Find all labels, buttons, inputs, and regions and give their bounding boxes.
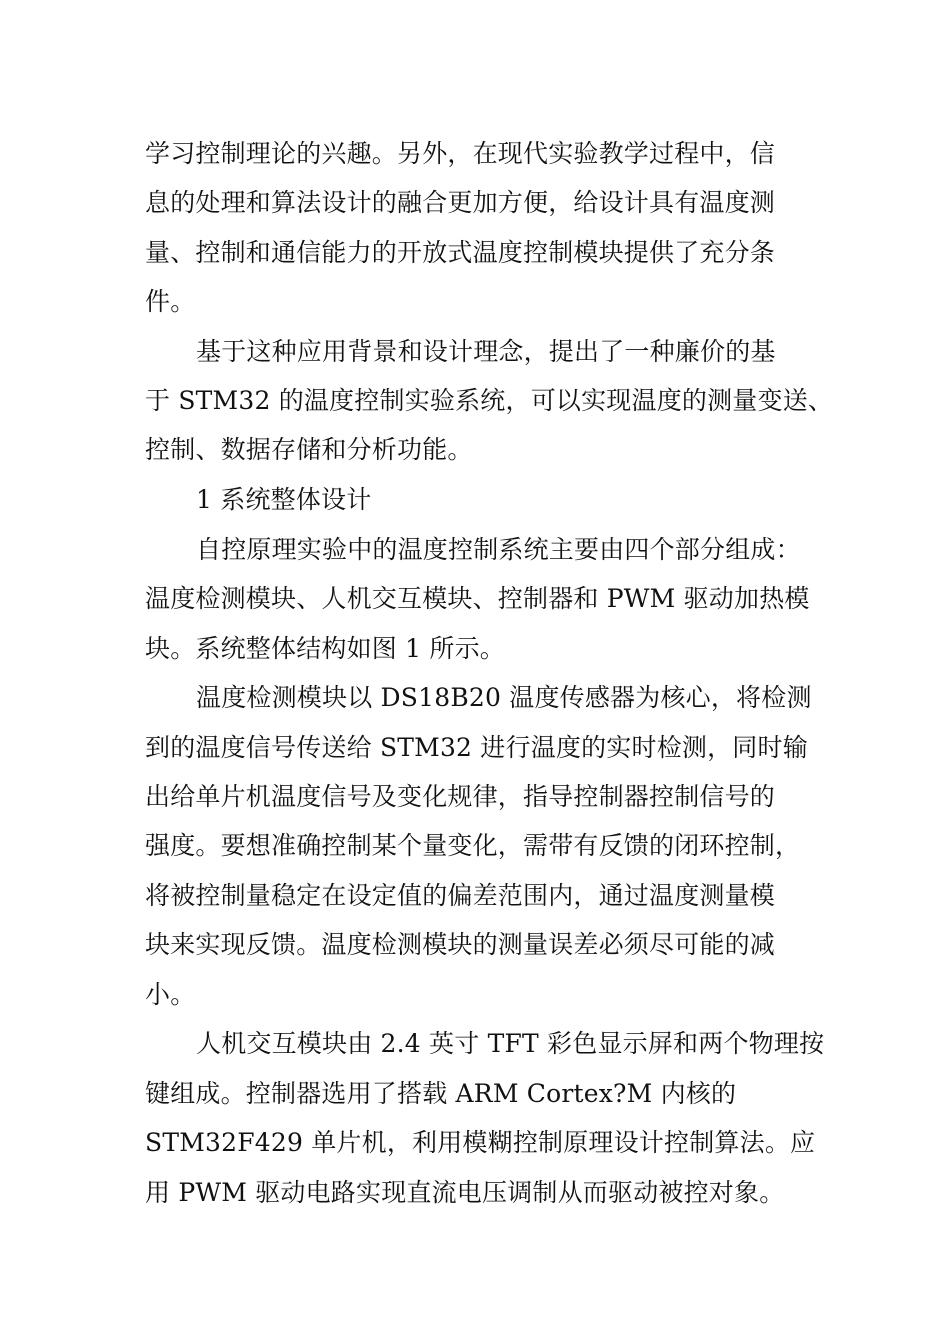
paragraph-0-line-3: 件。 — [145, 287, 196, 316]
paragraph-1-line-2: 控制、数据存储和分析功能。 — [145, 435, 473, 464]
paragraph-5-line-1: 键组成。控制器选用了搭载 ARM Cortex?M 内核的 — [145, 1079, 737, 1108]
paragraph-5-line-0: 人机交互模块由 2.4 英寸 TFT 彩色显示屏和两个物理按 — [196, 1029, 825, 1058]
paragraph-4-line-3: 强度。要想准确控制某个量变化，需带有反馈的闭环控制， — [145, 831, 801, 860]
paragraph-0-line-0: 学习控制理论的兴趣。另外，在现代实验教学过程中，信 — [145, 139, 776, 168]
paragraph-5-line-2: STM32F429 单片机，利用模糊控制原理设计控制算法。应 — [145, 1128, 816, 1157]
paragraph-4-line-5: 块来实现反馈。温度检测模块的测量误差必须尽可能的减 — [145, 930, 776, 959]
paragraph-4-line-6: 小。 — [145, 980, 196, 1009]
paragraph-0-line-2: 量、控制和通信能力的开放式温度控制模块提供了充分条 — [145, 238, 776, 267]
paragraph-1-line-1: 于 STM32 的温度控制实验系统，可以实现温度的测量变送、 — [145, 386, 834, 415]
paragraph-3-line-1: 温度检测模块、人机交互模块、控制器和 PWM 驱动加热模 — [145, 584, 810, 613]
paragraph-3-line-0: 自控原理实验中的温度控制系统主要由四个部分组成： — [196, 535, 801, 564]
paragraph-4-line-2: 出给单片机温度信号及变化规律，指导控制器控制信号的 — [145, 782, 776, 811]
paragraph-4-line-1: 到的温度信号传送给 STM32 进行温度的实时检测，同时输 — [145, 733, 808, 762]
paragraph-1-line-0: 基于这种应用背景和设计理念，提出了一种廉价的基 — [196, 337, 776, 366]
paragraph-4-line-4: 将被控制量稳定在设定值的偏差范围内，通过温度测量模 — [145, 881, 776, 910]
paragraph-3-line-2: 块。系统整体结构如图 1 所示。 — [145, 634, 506, 663]
paragraph-5-line-3: 用 PWM 驱动电路实现直流电压调制从而驱动被控对象。 — [145, 1178, 785, 1207]
paragraph-0-line-1: 息的处理和算法设计的融合更加方便，给设计具有温度测 — [145, 188, 776, 217]
section-heading: 1 系统整体设计 — [196, 485, 372, 514]
paragraph-4-line-0: 温度检测模块以 DS18B20 温度传感器为核心，将检测 — [196, 683, 812, 712]
